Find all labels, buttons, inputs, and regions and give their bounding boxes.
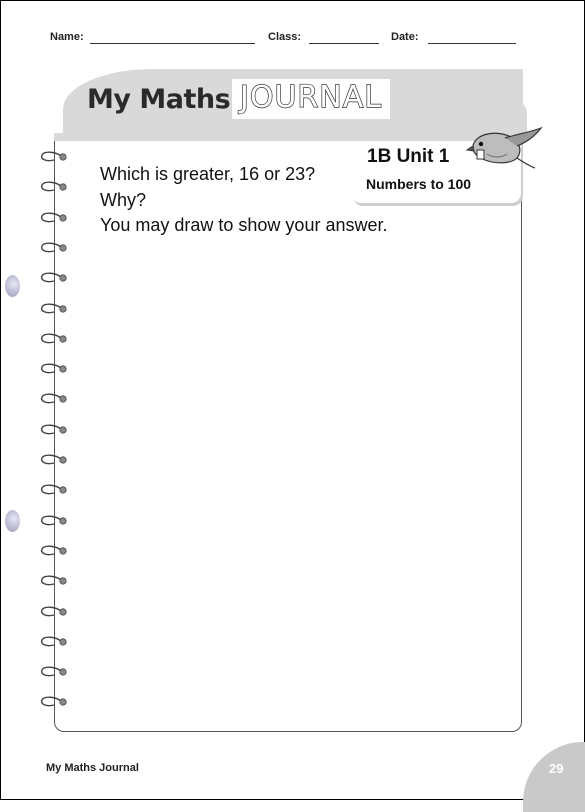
punch-hole-icon <box>5 275 20 297</box>
name-label: Name: <box>50 31 84 43</box>
spiral-ring-icon <box>38 605 68 619</box>
spiral-ring-icon <box>38 695 68 709</box>
spiral-ring-icon <box>38 241 68 255</box>
journal-title-my-maths: My Maths <box>87 84 231 115</box>
spiral-ring-icon <box>38 392 68 406</box>
unit-title: 1B Unit 1 <box>367 146 450 167</box>
spiral-ring-icon <box>38 302 68 316</box>
question-line-1: Which is greater, 16 or 23? <box>100 164 316 184</box>
spiral-ring-icon <box>38 544 68 558</box>
spiral-ring-icon <box>38 423 68 437</box>
page-number: 29 <box>549 761 564 776</box>
spiral-ring-icon <box>38 514 68 528</box>
spiral-ring-icon <box>38 332 68 346</box>
spiral-ring-icon <box>38 362 68 376</box>
journal-title-journal: JOURNAL <box>240 80 382 115</box>
spiral-ring-icon <box>38 483 68 497</box>
spiral-ring-icon <box>38 574 68 588</box>
date-field[interactable] <box>428 43 516 44</box>
bird-icon <box>465 124 543 170</box>
student-info-header <box>50 31 520 47</box>
spiral-ring-icon <box>38 453 68 467</box>
name-field[interactable] <box>90 43 255 44</box>
punch-hole-icon <box>5 510 20 532</box>
spiral-ring-icon <box>38 211 68 225</box>
question-line-3: You may draw to show your answer. <box>100 215 388 235</box>
date-label: Date: <box>391 31 419 43</box>
class-field[interactable] <box>309 43 379 44</box>
question-line-2: Why? <box>100 190 147 210</box>
footer-book-title: My Maths Journal <box>46 762 139 774</box>
spiral-ring-icon <box>38 271 68 285</box>
notebook-top-strip <box>54 133 522 141</box>
spiral-ring-icon <box>38 635 68 649</box>
class-label: Class: <box>268 31 302 43</box>
spiral-ring-icon <box>38 180 68 194</box>
spiral-ring-icon <box>38 150 68 164</box>
spiral-ring-icon <box>38 665 68 679</box>
unit-subtitle: Numbers to 100 <box>366 176 472 192</box>
